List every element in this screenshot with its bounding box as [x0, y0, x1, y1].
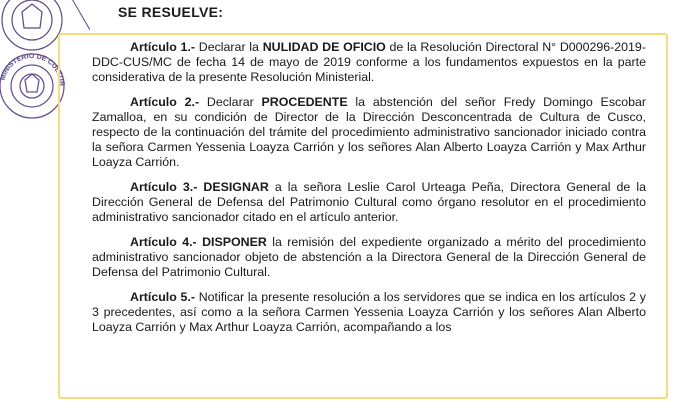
article-label: Artículo 3.- [130, 180, 198, 194]
article-4 [92, 235, 646, 280]
article-pre-text: Notificar la presente resolución a los servidores que se indica en los artículos 2 y 3 precedentes, así como a la señora Carmen Yessenia Loayza Carrión y los señores Alan Alberto Loayza Carrión y Max Arthur Loayza Carrión, acompañando a los [92, 290, 646, 334]
article-1 [92, 40, 646, 85]
article-text: la remisión del expediente organizado a mérito del procedimiento administrativo sancionador objeto de abstención a la Directora General de la Dirección General de Defensa del Patrimonio Cultural. [92, 235, 646, 279]
article-3 [92, 180, 646, 225]
article-keyword: NULIDAD DE OFICIO [262, 40, 386, 54]
article-label: Artículo 5.- [130, 290, 195, 304]
seal-lettering: MINISTERIO DE CULTUR [0, 52, 66, 87]
article-label: Artículo 2.- [130, 95, 200, 109]
page-heading: SE RESUELVE: [118, 4, 224, 20]
resolution-articles [92, 40, 646, 345]
article-label: Artículo 1.- [130, 40, 196, 54]
article-pre-text: Declarar la [198, 40, 259, 54]
article-keyword: DESIGNAR [203, 180, 269, 194]
article-keyword: DISPONER [202, 235, 267, 249]
article-pre-text: Declarar [206, 95, 254, 109]
article-5 [92, 290, 646, 335]
article-text: de la Resolución Directoral N° D000296-2019-DDC-CUS/MC de fecha 14 de mayo de 2019 conforme a los fundamentos expuestos en la parte considerativa de la presente Resolución Ministerial. [92, 40, 646, 84]
article-text: a la señora Leslie Carol Urteaga Peña, Directora General de la Dirección General de Defensa del Patrimonio Cultural como órgano resolutor en el procedimiento administrativo sancionador citado en el artículo anterior. [92, 180, 647, 224]
article-keyword: PROCEDENTE [261, 95, 348, 109]
article-2 [92, 95, 646, 170]
article-label: Artículo 4.- [130, 235, 197, 249]
article-text: la abstención del señor Fredy Domingo Escobar Zamalloa, en su condición de Director de la Dirección Desconcentrada de Cultura de Cusco, respecto de la continuación del trámite del procedimiento administrativo sancionador iniciado contra la señora Carmen Yessenia Loayza Carrión y los señores Alan Alberto Loayza Carrión y Max Arthur Loayza Carrión. [92, 95, 647, 169]
